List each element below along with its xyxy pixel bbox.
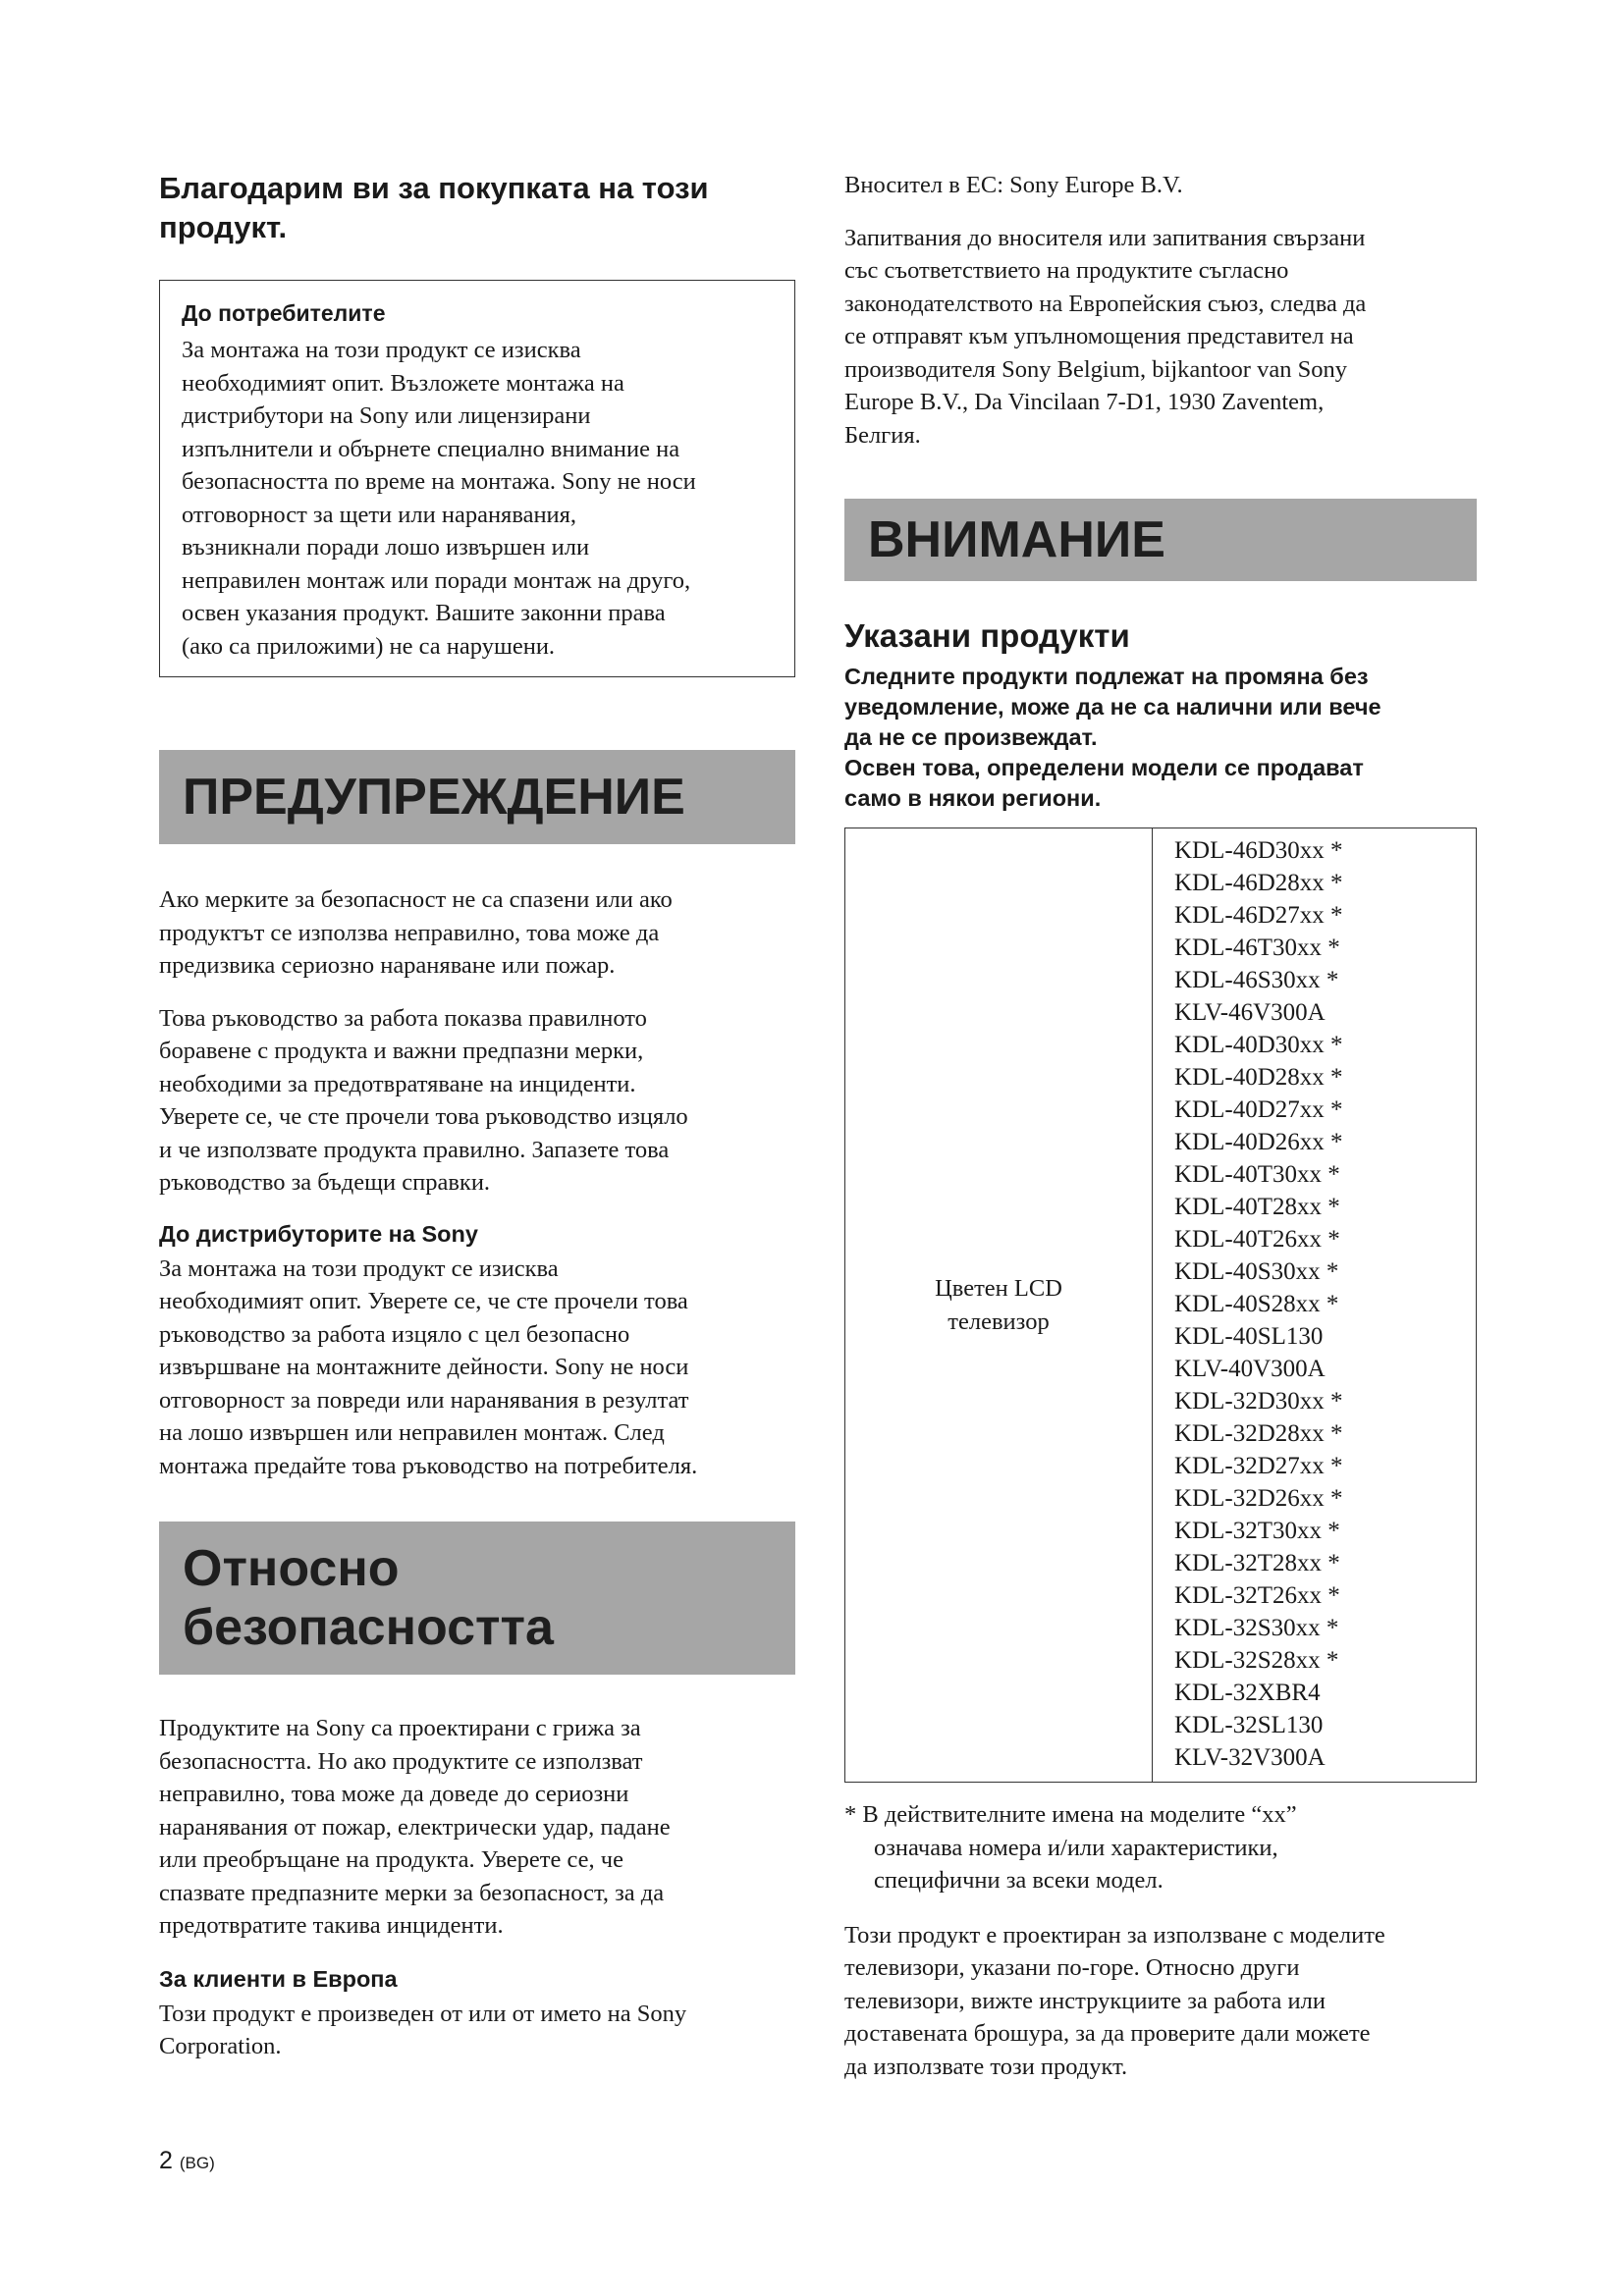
text-line: монтажа предайте това ръководство на потребителя. xyxy=(159,1452,698,1479)
distributors-title: До дистрибуторите на Sony xyxy=(159,1220,478,1247)
banner-line: безопасността xyxy=(183,1599,554,1656)
text-line: Ако мерките за безопасност не са спазени или ако xyxy=(159,886,673,913)
model-name-footnote xyxy=(844,1798,1477,1897)
text-line: Белгия. xyxy=(844,421,921,449)
banner-line: Относно xyxy=(183,1540,400,1597)
model-item: KDL-32S30xx * xyxy=(1174,1615,1339,1641)
text-line: * В действителните имена на моделите “xx” xyxy=(844,1801,1297,1828)
model-item: KDL-46D28xx * xyxy=(1174,870,1343,896)
text-line: на лошо извършен или неправилен монтаж. След xyxy=(159,1419,665,1446)
text-line: неправилно, това може да доведе до сериозни xyxy=(159,1781,629,1807)
text-line: да не се произвеждат. xyxy=(844,724,1098,750)
safety-paragraph xyxy=(159,1712,795,1943)
text-line: продуктът се използва неправилно, това може да xyxy=(159,919,660,946)
model-item: KDL-32D30xx * xyxy=(1174,1388,1343,1415)
model-item: KLV-46V300A xyxy=(1174,999,1326,1026)
model-item: KDL-40T28xx * xyxy=(1174,1194,1340,1220)
text-line: За монтажа на този продукт се изисква xyxy=(182,337,581,363)
importer-line: Вносител в ЕС: Sony Europe B.V. xyxy=(844,172,1183,198)
consumer-notice-title: До потребителите xyxy=(182,300,386,326)
consumer-notice-text xyxy=(182,334,771,663)
category-line: Цветен LCD xyxy=(935,1275,1062,1302)
product-models-cell xyxy=(1153,828,1477,1783)
model-item: KDL-40D26xx * xyxy=(1174,1129,1343,1155)
text-line: необходими за предотвратяване на инциденти. xyxy=(159,1070,636,1097)
model-item: KDL-46D30xx * xyxy=(1174,837,1343,864)
page-number-value: 2 xyxy=(159,2147,173,2174)
text-line: спазвате предпазните мерки за безопасност, за да xyxy=(159,1879,665,1906)
text-line: отговорност за щети или наранявания, xyxy=(182,501,577,528)
left-column xyxy=(159,169,795,2063)
model-item: KDL-40S28xx * xyxy=(1174,1291,1339,1317)
text-line: отговорност за повреди или наранявания в резултат xyxy=(159,1386,689,1414)
text-line: (ако са приложими) не са нарушени. xyxy=(182,632,556,660)
text-line: Този продукт е проектиран за използване с моделите xyxy=(844,1921,1385,1949)
model-item: KLV-32V300A xyxy=(1174,1744,1326,1771)
text-line: извършване на монтажните дейности. Sony не носи xyxy=(159,1354,689,1380)
model-item: KDL-32XBR4 xyxy=(1174,1680,1321,1706)
text-line: Corporation. xyxy=(159,2033,282,2059)
model-item: KDL-40T30xx * xyxy=(1174,1161,1340,1188)
text-line: специфични за всеки модел. xyxy=(874,1867,1164,1894)
right-column xyxy=(844,169,1477,2083)
caution-banner: ВНИМАНИЕ xyxy=(844,499,1477,581)
text-line: да използвате този продукт. xyxy=(844,2053,1128,2080)
model-item: KDL-46S30xx * xyxy=(1174,967,1339,993)
products-intro xyxy=(844,662,1477,814)
text-line: възникнали поради лошо извършен или xyxy=(182,534,590,561)
products-heading: Указани продукти xyxy=(844,617,1130,654)
text-line: означава номера и/или характеристики, xyxy=(874,1834,1278,1861)
model-item: KDL-40D28xx * xyxy=(1174,1064,1343,1091)
text-line: освен указания продукт. Вашите законни права xyxy=(182,600,666,626)
model-item: KDL-40T26xx * xyxy=(1174,1226,1340,1253)
text-line: предотвратите такива инциденти. xyxy=(159,1912,504,1939)
text-line: само в някои региони. xyxy=(844,785,1102,811)
safety-banner xyxy=(159,1522,795,1675)
text-line: Уверете се, че сте прочели това ръководство изцяло xyxy=(159,1103,688,1130)
model-item: KDL-32D27xx * xyxy=(1174,1453,1343,1479)
text-line: ръководство за бъдещи справки. xyxy=(159,1169,491,1196)
text-line: доставената брошура, за да проверите дали можете xyxy=(844,2020,1371,2047)
product-category-cell xyxy=(845,828,1153,1783)
distributors-paragraph xyxy=(159,1253,795,1483)
text-line: или преобръщане на продукта. Уверете се, че xyxy=(159,1846,623,1873)
category-line: телевизор xyxy=(947,1308,1050,1335)
text-line: Запитвания до вносителя или запитвания свързани xyxy=(844,224,1366,251)
compatibility-paragraph xyxy=(844,1919,1477,2084)
model-item: KDL-40S30xx * xyxy=(1174,1258,1339,1285)
text-line: необходимият опит. Уверете се, че сте прочели това xyxy=(159,1288,688,1314)
text-line: ръководство за работа изцяло с цел безопасно xyxy=(159,1320,630,1348)
europe-title: За клиенти в Европа xyxy=(159,1965,398,1992)
page-language-code: (BG) xyxy=(179,2154,215,2172)
model-item: KDL-40D27xx * xyxy=(1174,1096,1343,1123)
text-line: наранявания от пожар, електрически удар, падане xyxy=(159,1813,671,1841)
consumer-notice-box xyxy=(159,280,795,677)
model-item: KDL-32SL130 xyxy=(1174,1712,1324,1738)
model-item: KDL-32D26xx * xyxy=(1174,1485,1343,1512)
text-line: и че използвате продукта правилно. Запазете това xyxy=(159,1136,670,1163)
page-heading-line: Благодарим ви за покупката на този xyxy=(159,171,709,205)
manual-usage-paragraph xyxy=(159,1002,795,1200)
model-item: KDL-40SL130 xyxy=(1174,1323,1324,1350)
model-item: KDL-46D27xx * xyxy=(1174,902,1343,929)
page-heading xyxy=(159,169,795,247)
text-line: Този продукт е произведен от или от името на Sony xyxy=(159,2000,687,2027)
table-row xyxy=(845,828,1477,1783)
text-line: необходимият опит. Възложете монтажа на xyxy=(182,369,624,397)
text-line: Освен това, определени модели се продават xyxy=(844,755,1364,780)
text-line: безопасността. Но ако продуктите се използват xyxy=(159,1747,643,1775)
model-item: KDL-46T30xx * xyxy=(1174,934,1340,961)
model-item: KDL-32T28xx * xyxy=(1174,1550,1340,1576)
text-line: телевизори, указани по-горе. Относно други xyxy=(844,1954,1300,1981)
text-line: безопасността по време на монтажа. Sony не носи xyxy=(182,468,696,495)
model-item: KDL-32T30xx * xyxy=(1174,1518,1340,1544)
text-line: изпълнители и обърнете специално внимание на xyxy=(182,435,680,462)
warning-banner: ПРЕДУПРЕЖДЕНИЕ xyxy=(159,750,795,844)
text-line: телевизори, вижте инструкциите за работа или xyxy=(844,1987,1326,2014)
text-line: предизвика сериозно нараняване или пожар. xyxy=(159,952,616,979)
text-line: Това ръководство за работа показва правилното xyxy=(159,1004,647,1032)
text-line: уведомление, може да не са налични или вече xyxy=(844,694,1381,720)
text-line: боравене с продукта и важни предпазни мерки, xyxy=(159,1038,644,1064)
model-item: KLV-40V300A xyxy=(1174,1356,1326,1382)
text-line: За монтажа на този продукт се изисква xyxy=(159,1255,559,1282)
model-item: KDL-32S28xx * xyxy=(1174,1647,1339,1674)
warning-paragraph xyxy=(159,883,795,983)
text-line: Europe B.V., Da Vincilaan 7-D1, 1930 Zaventem, xyxy=(844,389,1325,415)
model-item: KDL-40D30xx * xyxy=(1174,1032,1343,1058)
page-number xyxy=(159,2146,215,2178)
text-line: се отправят към упълномощения представител на xyxy=(844,323,1354,349)
text-line: със съответствието на продуктите съгласно xyxy=(844,257,1289,284)
text-line: производителя Sony Belgium, bijkantoor van Sony xyxy=(844,355,1347,383)
inquiries-paragraph xyxy=(844,222,1477,453)
model-item: KDL-32T26xx * xyxy=(1174,1582,1340,1609)
text-line: Следните продукти подлежат на промяна без xyxy=(844,664,1369,689)
text-line: неправилен монтаж или поради монтаж на друго, xyxy=(182,566,691,594)
product-table xyxy=(844,828,1477,1783)
text-line: дистрибутори на Sony или лицензирани xyxy=(182,402,591,429)
text-line: Продуктите на Sony са проектирани с грижа за xyxy=(159,1715,641,1741)
europe-paragraph xyxy=(159,1998,795,2063)
page-heading-line: продукт. xyxy=(159,210,288,244)
model-item: KDL-32D28xx * xyxy=(1174,1420,1343,1447)
text-line: законодателството на Европейския съюз, следва да xyxy=(844,290,1367,317)
